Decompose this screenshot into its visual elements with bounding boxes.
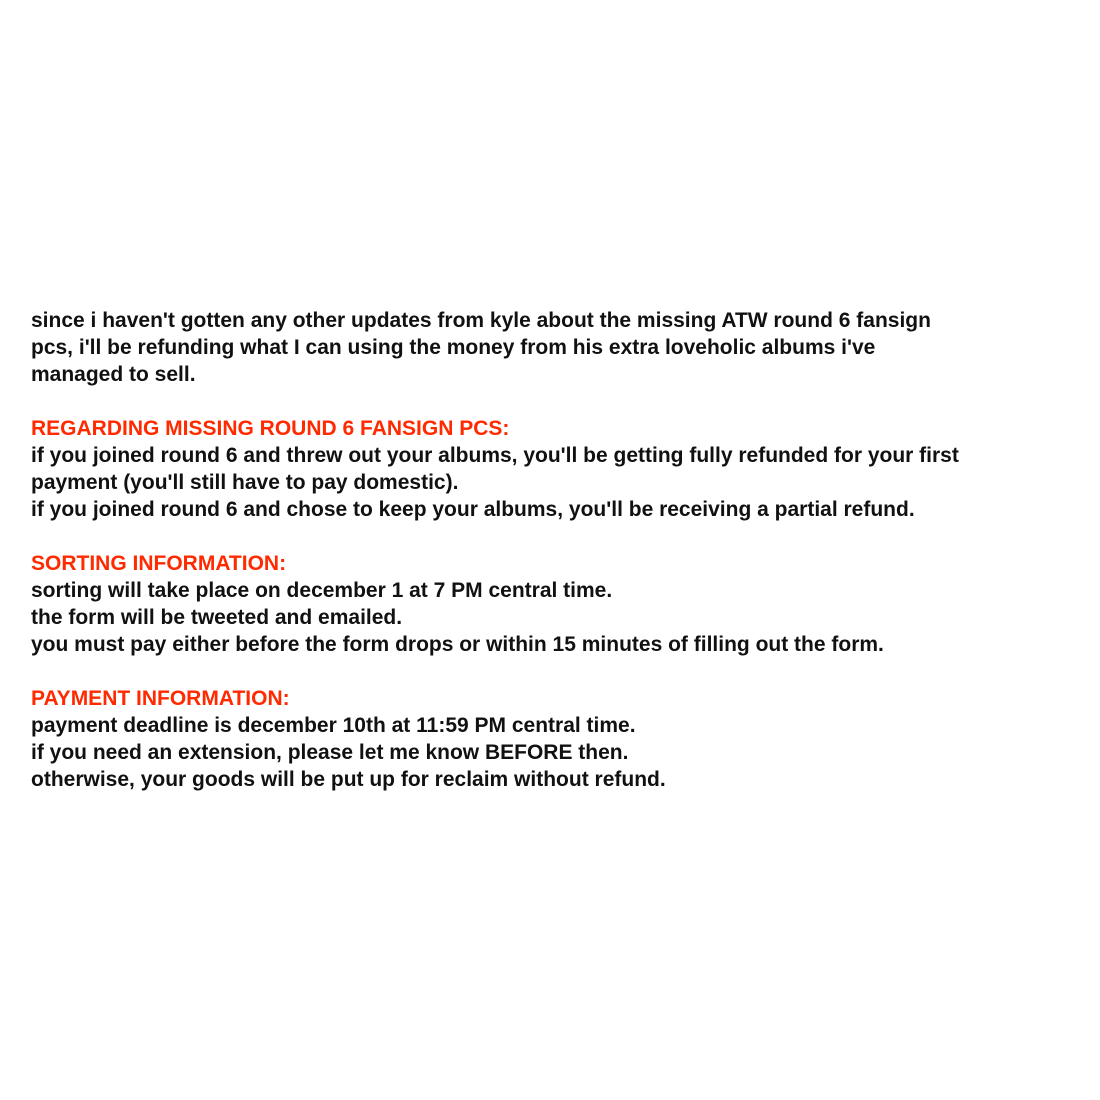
paragraph-spacer xyxy=(31,388,1081,415)
section-heading: SORTING INFORMATION: xyxy=(31,552,287,575)
intro-paragraph xyxy=(31,307,1081,388)
intro-line: since i haven't gotten any other updates from kyle about the missing ATW round 6 fansign xyxy=(31,309,931,332)
section-line: if you need an extension, please let me know BEFORE then. xyxy=(31,741,629,764)
paragraph-spacer xyxy=(31,658,1081,685)
section-line: sorting will take place on december 1 at 7 PM central time. xyxy=(31,579,613,602)
section-line: if you joined round 6 and threw out your albums, you'll be getting fully refunded for your first xyxy=(31,444,959,467)
paragraph-spacer xyxy=(31,523,1081,550)
section-heading: REGARDING MISSING ROUND 6 FANSIGN PCS: xyxy=(31,417,510,440)
section-line: if you joined round 6 and chose to keep your albums, you'll be receiving a partial refund. xyxy=(31,498,915,521)
section-missing-pcs xyxy=(31,415,1081,523)
intro-line: managed to sell. xyxy=(31,363,196,386)
announcement-text xyxy=(31,307,1081,793)
section-line: payment (you'll still have to pay domestic). xyxy=(31,471,459,494)
section-line: otherwise, your goods will be put up for reclaim without refund. xyxy=(31,768,666,791)
section-payment xyxy=(31,685,1081,793)
section-line: payment deadline is december 10th at 11:59 PM central time. xyxy=(31,714,636,737)
section-line: you must pay either before the form drops or within 15 minutes of filling out the form. xyxy=(31,633,884,656)
section-heading: PAYMENT INFORMATION: xyxy=(31,687,290,710)
intro-line: pcs, i'll be refunding what I can using the money from his extra loveholic albums i've xyxy=(31,336,876,359)
section-sorting xyxy=(31,550,1081,658)
section-line: the form will be tweeted and emailed. xyxy=(31,606,403,629)
